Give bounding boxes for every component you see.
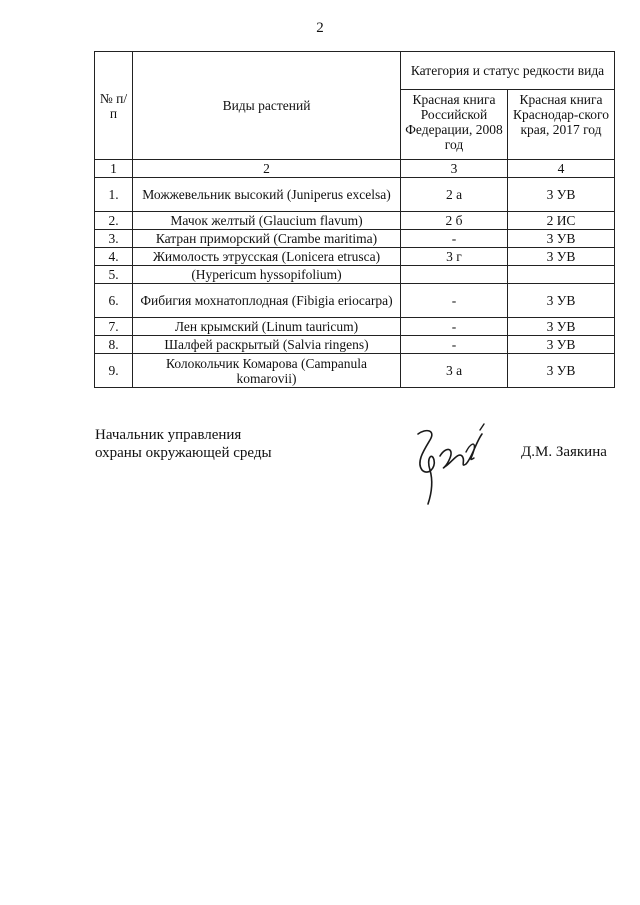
row-status-kk: 3 УВ: [508, 336, 615, 354]
row-species: Можжевельник высокий (Juniperus excelsa): [133, 178, 401, 212]
row-status-rf: [401, 266, 508, 284]
table-row: [95, 354, 615, 388]
row-status-rf: -: [401, 336, 508, 354]
table-row: [95, 212, 615, 230]
header-species: Виды растений: [133, 52, 401, 160]
row-status-rf: 2 б: [401, 212, 508, 230]
column-index-row: [95, 160, 615, 178]
row-status-rf: 3 а: [401, 354, 508, 388]
column-index: 3: [401, 160, 508, 178]
column-index: 4: [508, 160, 615, 178]
row-species: (Hypericum hyssopifolium): [133, 266, 401, 284]
header-category: Категория и статус редкости вида: [401, 52, 615, 90]
row-species: Мачок желтый (Glaucium flavum): [133, 212, 401, 230]
row-num: 8.: [95, 336, 133, 354]
row-status-kk: 3 УВ: [508, 248, 615, 266]
row-num: 2.: [95, 212, 133, 230]
table-row: [95, 266, 615, 284]
row-status-rf: 3 г: [401, 248, 508, 266]
row-status-kk: 3 УВ: [508, 230, 615, 248]
row-status-rf: -: [401, 284, 508, 318]
table-row: [95, 284, 615, 318]
row-status-rf: -: [401, 318, 508, 336]
table-row: [95, 336, 615, 354]
column-index: 2: [133, 160, 401, 178]
row-species: Шалфей раскрытый (Salvia ringens): [133, 336, 401, 354]
row-num: 3.: [95, 230, 133, 248]
species-table: [94, 51, 615, 388]
row-status-kk: 3 УВ: [508, 284, 615, 318]
row-species: Лен крымский (Linum tauricum): [133, 318, 401, 336]
row-num: 7.: [95, 318, 133, 336]
row-species: Колокольчик Комарова (Campanula komarovii): [133, 354, 401, 388]
handwritten-signature: [400, 412, 500, 512]
header-num: № п/п: [95, 52, 133, 160]
header-red-book-rf: Красная книга Российской Федерации, 2008 год: [401, 90, 508, 160]
row-num: 6.: [95, 284, 133, 318]
row-status-rf: 2 а: [401, 178, 508, 212]
signatory-title-line: Начальник управления: [95, 427, 242, 443]
row-num: 5.: [95, 266, 133, 284]
signatory-title: [95, 426, 272, 462]
row-num: 1.: [95, 178, 133, 212]
table-row: [95, 318, 615, 336]
row-species: Катран приморский (Crambe maritima): [133, 230, 401, 248]
row-num: 4.: [95, 248, 133, 266]
row-status-kk: 3 УВ: [508, 178, 615, 212]
column-index: 1: [95, 160, 133, 178]
row-status-kk: 2 ИС: [508, 212, 615, 230]
page-number: 2: [316, 20, 324, 36]
row-species: Фибигия мохнатоплодная (Fibigia eriocarpa): [133, 284, 401, 318]
table-row: [95, 230, 615, 248]
signatory-title-line: охраны окружающей среды: [95, 445, 272, 461]
row-status-kk: 3 УВ: [508, 354, 615, 388]
row-species: Жимолость этрусская (Lonicera etrusca): [133, 248, 401, 266]
row-status-kk: 3 УВ: [508, 318, 615, 336]
header-red-book-krasnodar: Красная книга Краснодар-ского края, 2017 год: [508, 90, 615, 160]
row-num: 9.: [95, 354, 133, 388]
table-row: [95, 178, 615, 212]
row-status-rf: -: [401, 230, 508, 248]
table-row: [95, 248, 615, 266]
row-status-kk: [508, 266, 615, 284]
signatory-name: Д.М. Заякина: [521, 444, 607, 460]
